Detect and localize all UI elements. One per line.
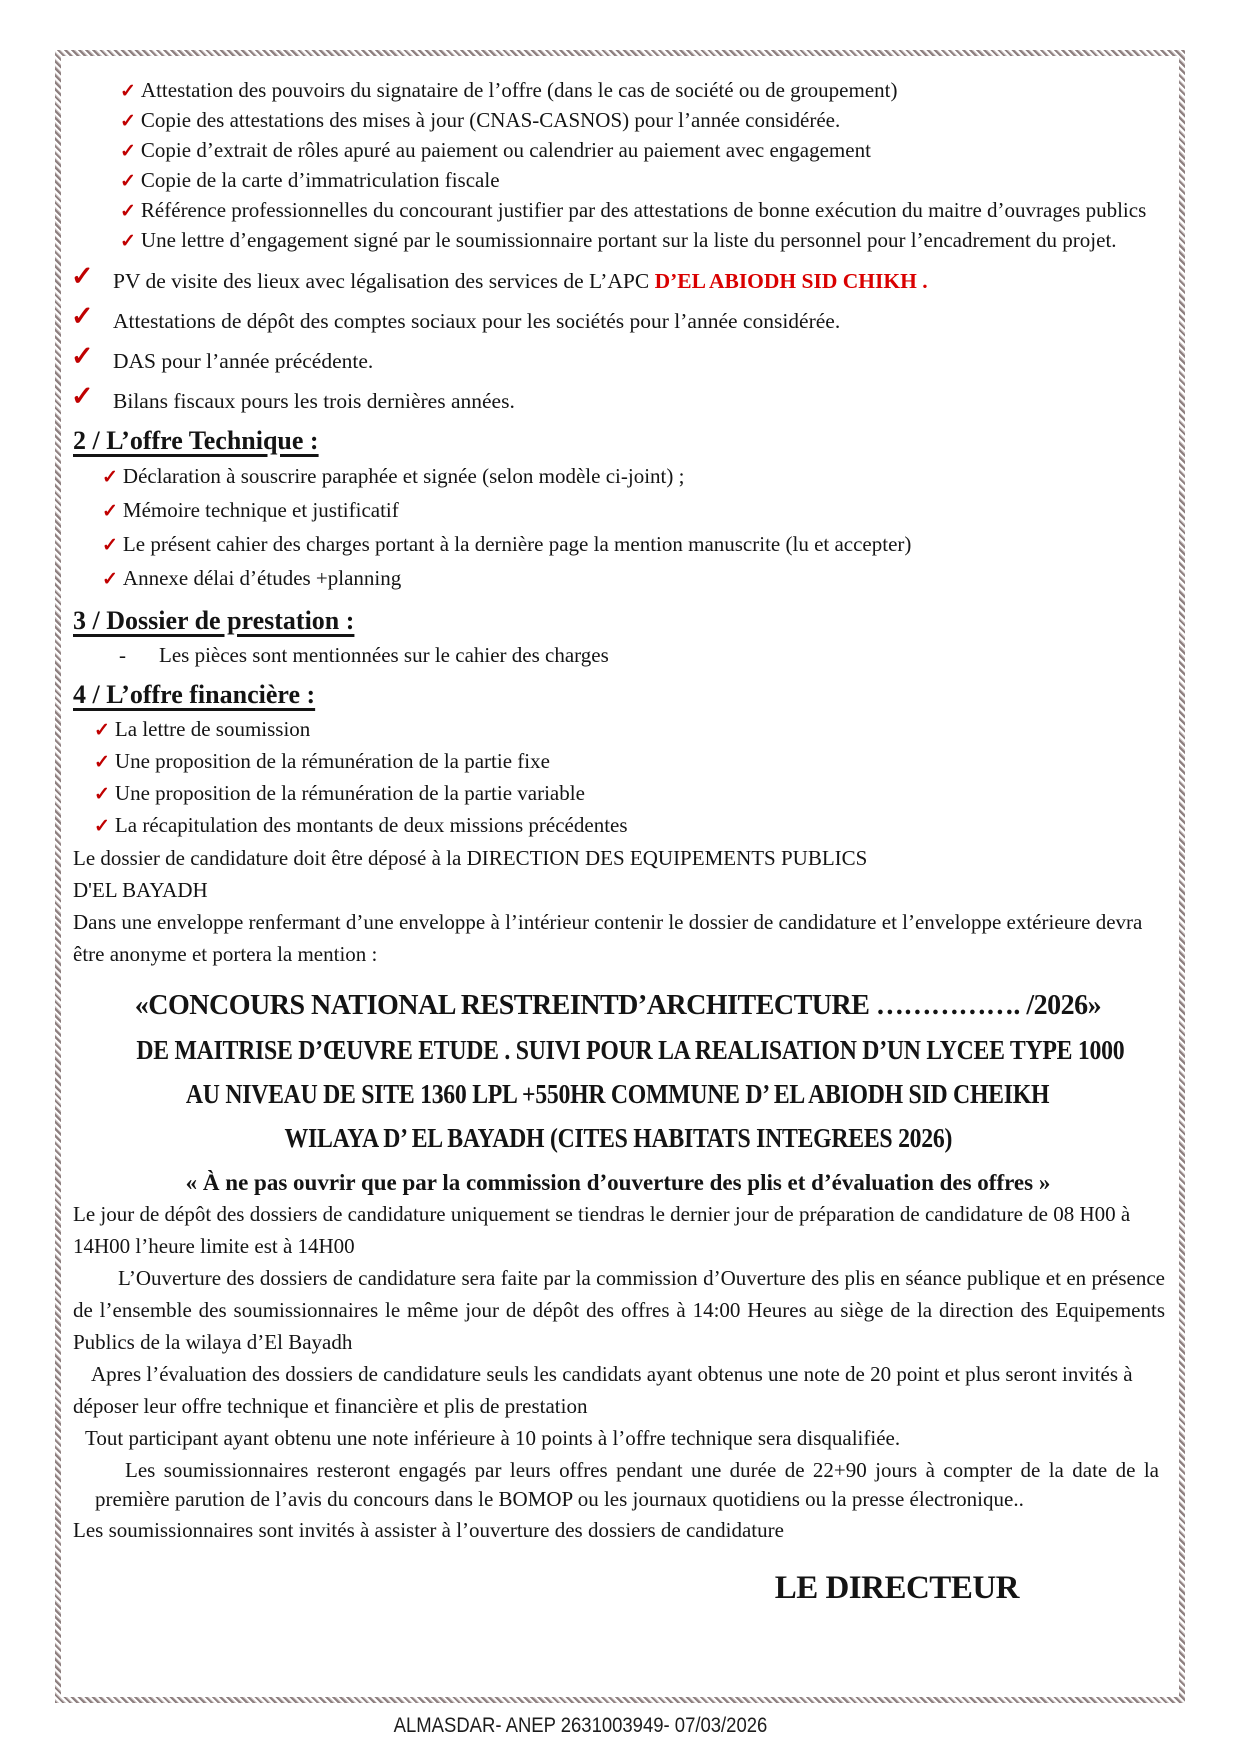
check-icon: ✓ — [102, 501, 118, 522]
checklist-item — [69, 196, 1167, 226]
check-icon: ✓ — [120, 171, 136, 192]
checklist-item-text: La récapitulation des montants de deux missions précédentes — [114, 813, 628, 837]
checklist-item-text: Une proposition de la rémunération de la partie fixe — [114, 749, 550, 773]
paragraph-engagement-duration: Les soumissionnaires resteront engagés par leurs offres pendant une durée de 22+90 jours à compter de la date de la première parution de l’avis du concours dans le BOMOP ou les journaux quotidiens ou la presse électronique.. — [95, 1458, 1159, 1511]
check-icon: ✓ — [120, 231, 136, 252]
commune-highlight: D’EL ABIODH SID CHIKH . — [654, 269, 928, 293]
checklist-item — [69, 136, 1167, 166]
checklist-item — [69, 494, 1167, 528]
check-icon: ✓ — [120, 141, 136, 162]
checklist-item — [69, 106, 1167, 136]
pv-visite-text: PV de visite des lieux avec légalisation des services de L’APC — [113, 269, 655, 293]
checklist-item-text: Copie d’extrait de rôles apuré au paiement ou calendrier au paiement avec engagement — [140, 138, 871, 162]
section-heading-text: 4 / L’offre financière : — [73, 680, 316, 709]
checklist-item — [69, 746, 1167, 778]
checklist-item — [69, 528, 1167, 562]
checklist-item-big — [69, 261, 1167, 296]
section-heading-offre-financiere — [73, 678, 1167, 712]
deposit-location-line2: D'EL BAYADH — [73, 878, 208, 902]
section-heading-text: 3 / Dossier de prestation : — [73, 606, 355, 635]
title-concours: «CONCOURS NATIONAL RESTREINTD’ARCHITECTURE ……………. /2026» — [134, 990, 1102, 1021]
document-border-frame — [55, 50, 1185, 1703]
checklist-item — [69, 226, 1167, 256]
prestation-item — [69, 640, 1167, 670]
checklist-item-text: Une proposition de la rémunération de la partie variable — [114, 781, 585, 805]
checklist-item-text: Référence professionnelles du concourant justifier par des attestations de bonne exécution du maitre d’ouvrages publics — [140, 198, 1147, 222]
deposit-location-line1: Le dossier de candidature doit être déposé à la DIRECTION DES EQUIPEMENTS PUBLICS — [73, 846, 868, 870]
paragraph-deposit-day: Le jour de dépôt des dossiers de candidature uniquement se tiendras le dernier jour de préparation de candidature de 08 H00 à 14H00 l’heure limite est à 14H00 — [73, 1202, 1131, 1258]
checklist-item-text: Attestation des pouvoirs du signataire de l’offre (dans le cas de société ou de groupement) — [140, 78, 898, 102]
envelope-instructions: Dans une enveloppe renfermant d’une enveloppe à l’intérieur contenir le dossier de candidature et l’enveloppe extérieure devra être anonyme et portera la mention : — [73, 910, 1143, 966]
checklist-item-text: Attestations de dépôt des comptes sociaux pour les sociétés pour l’année considérée. — [113, 309, 841, 333]
anep-footer: ALMASDAR- ANEP 2631003949- 07/03/2026 — [393, 1714, 768, 1737]
check-icon: ✓ — [94, 784, 110, 805]
section-heading-offre-technique — [73, 424, 1167, 458]
checklist-item — [69, 562, 1167, 596]
paragraph-disqualification: Tout participant ayant obtenu une note inférieure à 10 points à l’offre technique sera disqualifiée. — [85, 1426, 901, 1450]
checklist-item-text: Copie des attestations des mises à jour (CNAS-CASNOS) pour l’année considérée. — [140, 108, 841, 132]
paragraph-opening-session: L’Ouverture des dossiers de candidature sera faite par la commission d’Ouverture des plis en séance publique et en présence de l’ensemble des soumissionnaires le même jour de dépôt des offres à 14:00 Heures au siège de la direction des Equipements Publics de la wilaya d’El Bayadh — [73, 1266, 1165, 1354]
checklist-item-text: Une lettre d’engagement signé par le soumissionnaire portant sur la liste du personnel pour l’encadrement du projet. — [140, 228, 1117, 252]
check-icon: ✓ — [102, 467, 118, 488]
check-icon: ✓ — [94, 752, 110, 773]
tender-title-block — [69, 988, 1167, 1198]
section-heading-dossier-prestation — [73, 604, 1167, 638]
check-icon: ✓ — [71, 301, 94, 331]
title-site-text: AU NIVEAU DE SITE 1360 LPL +550HR COMMUNE D’ EL ABIODH SID CHEIKH — [186, 1079, 1050, 1109]
checklist-item-big — [69, 301, 1167, 336]
section-heading-text: 2 / L’offre Technique : — [73, 426, 319, 455]
requirements-checklist — [69, 76, 1167, 256]
checklist-item-text: La lettre de soumission — [114, 717, 311, 741]
check-icon: ✓ — [94, 720, 110, 741]
checklist-item-big — [69, 341, 1167, 376]
check-icon: ✓ — [71, 261, 94, 291]
offre-technique-checklist — [69, 460, 1167, 596]
title-wilaya — [69, 1120, 1167, 1156]
checklist-item — [69, 778, 1167, 810]
check-icon: ✓ — [120, 81, 136, 102]
check-icon: ✓ — [102, 569, 118, 590]
check-icon: ✓ — [120, 201, 136, 222]
check-icon: ✓ — [102, 535, 118, 556]
do-not-open-warning: « À ne pas ouvrir que par la commission d’ouverture des plis et d’évaluation des offres » — [185, 1170, 1051, 1195]
paragraph-invitation: Les soumissionnaires sont invités à assister à l’ouverture des dossiers de candidature — [73, 1518, 784, 1542]
offre-financiere-checklist — [69, 714, 1167, 842]
title-site — [69, 1076, 1167, 1112]
checklist-item — [69, 76, 1167, 106]
check-icon: ✓ — [120, 111, 136, 132]
checklist-item — [69, 714, 1167, 746]
checklist-item-text: Mémoire technique et justificatif — [122, 498, 399, 522]
checklist-item-text: Bilans fiscaux pours les trois dernières années. — [113, 389, 515, 413]
checklist-item — [69, 166, 1167, 196]
checklist-item-text: DAS pour l’année précédente. — [113, 349, 374, 373]
title-maitrise-text: DE MAITRISE D’ŒUVRE ETUDE . SUIVI POUR LA REALISATION D’UN LYCEE TYPE 1000 — [136, 1035, 1125, 1065]
checklist-item-text: Le présent cahier des charges portant à la dernière page la mention manuscrite (lu et accepter) — [122, 532, 912, 556]
checklist-item-text: Déclaration à souscrire paraphée et signée (selon modèle ci-joint) ; — [122, 464, 685, 488]
checklist-item — [69, 460, 1167, 494]
check-icon: ✓ — [71, 341, 94, 371]
checklist-item — [69, 810, 1167, 842]
checklist-item-text: Copie de la carte d’immatriculation fiscale — [140, 168, 500, 192]
check-icon: ✓ — [94, 816, 110, 837]
dash-bullet: - — [119, 643, 126, 667]
requirements-checklist-major — [69, 261, 1167, 416]
checklist-item-text: Annexe délai d’études +planning — [122, 566, 402, 590]
paragraph-evaluation: Apres l’évaluation des dossiers de candidature seuls les candidats ayant obtenus une note de 20 point et plus seront invités à déposer leur offre technique et financière et plis de prestation — [73, 1362, 1133, 1418]
title-wilaya-text: WILAYA D’ EL BAYADH (CITES HABITATS INTEGREES 2026) — [284, 1123, 952, 1153]
prestation-item-text: Les pièces sont mentionnées sur le cahier des charges — [159, 643, 609, 667]
signature-le-directeur: LE DIRECTEUR — [774, 1570, 1019, 1606]
check-icon: ✓ — [71, 381, 94, 411]
checklist-item-big — [69, 381, 1167, 416]
title-maitrise — [69, 1032, 1167, 1068]
